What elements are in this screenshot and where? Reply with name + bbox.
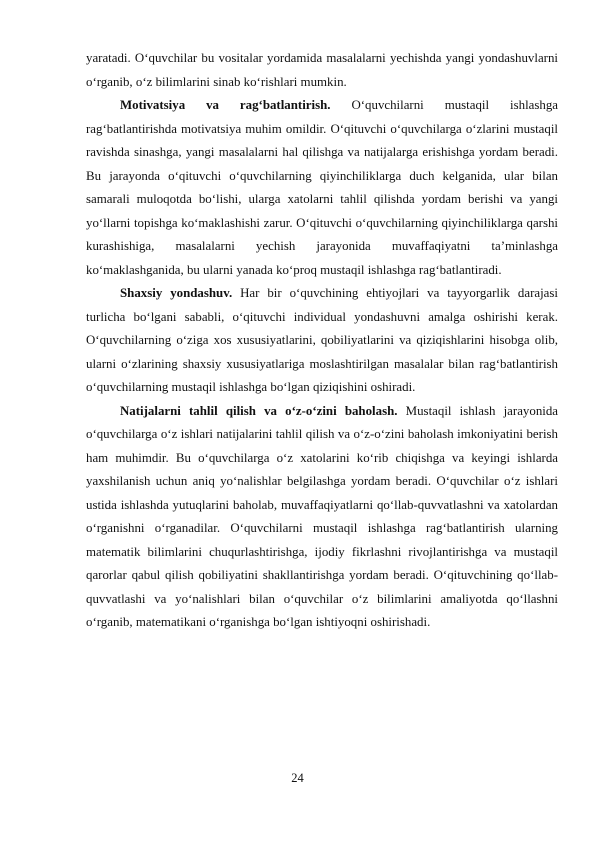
- paragraph-text: yaratadi. O‘quvchilar bu vositalar yordamida masalalarni yechishda yangi yondashuvlarni o‘rganib, o‘z bilimlarini sinab ko‘rishlari mumkin.: [86, 51, 558, 89]
- paragraph-heading: Shaxsiy yondashuv.: [120, 286, 233, 300]
- paragraph-text: O‘quvchilarni mustaqil ishlashga rag‘batlantirishda motivatsiya muhim omildir. O‘qituvchi o‘quvchilarga o‘zlarini mustaqil ravishda sinashga, yangi masalalarni hal qilishga va natijalarga erishishga yordam beradi. Bu jarayonda o‘qituvchi o‘quvchilarning qiyinchiliklarga duch kelganida, ular bilan samarali muloqotda bo‘lishi, ularga xatolarni tahlil qilishda yordam berishi va yangi yo‘llarni topishga ko‘maklashishi zarur. O‘qituvchi o‘quvchilarning qiyinchiliklarga qarshi kurashishiga, masalalarni yechish jarayonida muvaffaqiyatni ta’minlashga ko‘maklashganida, bu ularni yanada ko‘proq mustaqil ishlashga rag‘batlantiradi.: [86, 98, 558, 277]
- body-text: [86, 47, 558, 635]
- paragraph-text: Mustaqil ishlash jarayonida o‘quvchilarga o‘z ishlari natijalarini tahlil qilish va o‘z-o‘zini baholash imkoniyatini berish ham muhimdir. Bu o‘quvchilarga o‘z xatolarini ko‘rib chiqishga va keyingi ishlarda yaxshilanish uchun aniq yo‘nalishlar belgilashga yordam beradi. O‘quvchilar o‘z ishlari ustida ishlashda yutuqlarini baholab, muvaffaqiyatlarni qo‘llab-quvvatlashni va xatolardan o‘rganishni o‘rganadilar. O‘quvchilarni mustaqil ishlashga rag‘batlantirish ularning matematik bilimlarini chuqurlashtirishga, ijodiy fikrlashni rivojlantirishga va mustaqil qarorlar qabul qilish qobiliyatini shakllantirishga yordam beradi. O‘qituvchining qo‘llab-quvvatlashi va yo‘nalishlari bilan o‘quvchilar o‘z bilimlarini amaliyotda qo‘llashni o‘rganib, matematikani o‘rganishga bo‘lgan ishtiyoqni oshirishadi.: [86, 403, 559, 629]
- paragraph-self-assessment: [86, 400, 558, 635]
- page-number: 24: [291, 771, 304, 785]
- paragraph-personal-approach: [86, 282, 558, 400]
- paragraph-text: Har bir o‘quvchining ehtiyojlari va tayyorgarlik darajasi turlicha bo‘lgani sababli, o‘qituvchi individual yondashuvni amalga oshirishi kerak. O‘quvchilarning o‘ziga xos xususiyatlarini, qobiliyatlarini va qiziqishlarini hisobga olib, ularni o‘zlarining shaxsiy xususiyatlariga moslashtirilgan masalalar bilan rag‘batlantirish o‘quvchilarning mustaqil ishlashga bo‘lgan qiziqishini oshiradi.: [86, 286, 559, 394]
- paragraph-continuation: [86, 47, 558, 94]
- paragraph-motivation: [86, 94, 558, 282]
- paragraph-heading: Natijalarni tahlil qilish va o‘z-o‘zini baholash.: [120, 403, 398, 418]
- paragraph-heading: Motivatsiya va rag‘batlantirish.: [120, 98, 331, 112]
